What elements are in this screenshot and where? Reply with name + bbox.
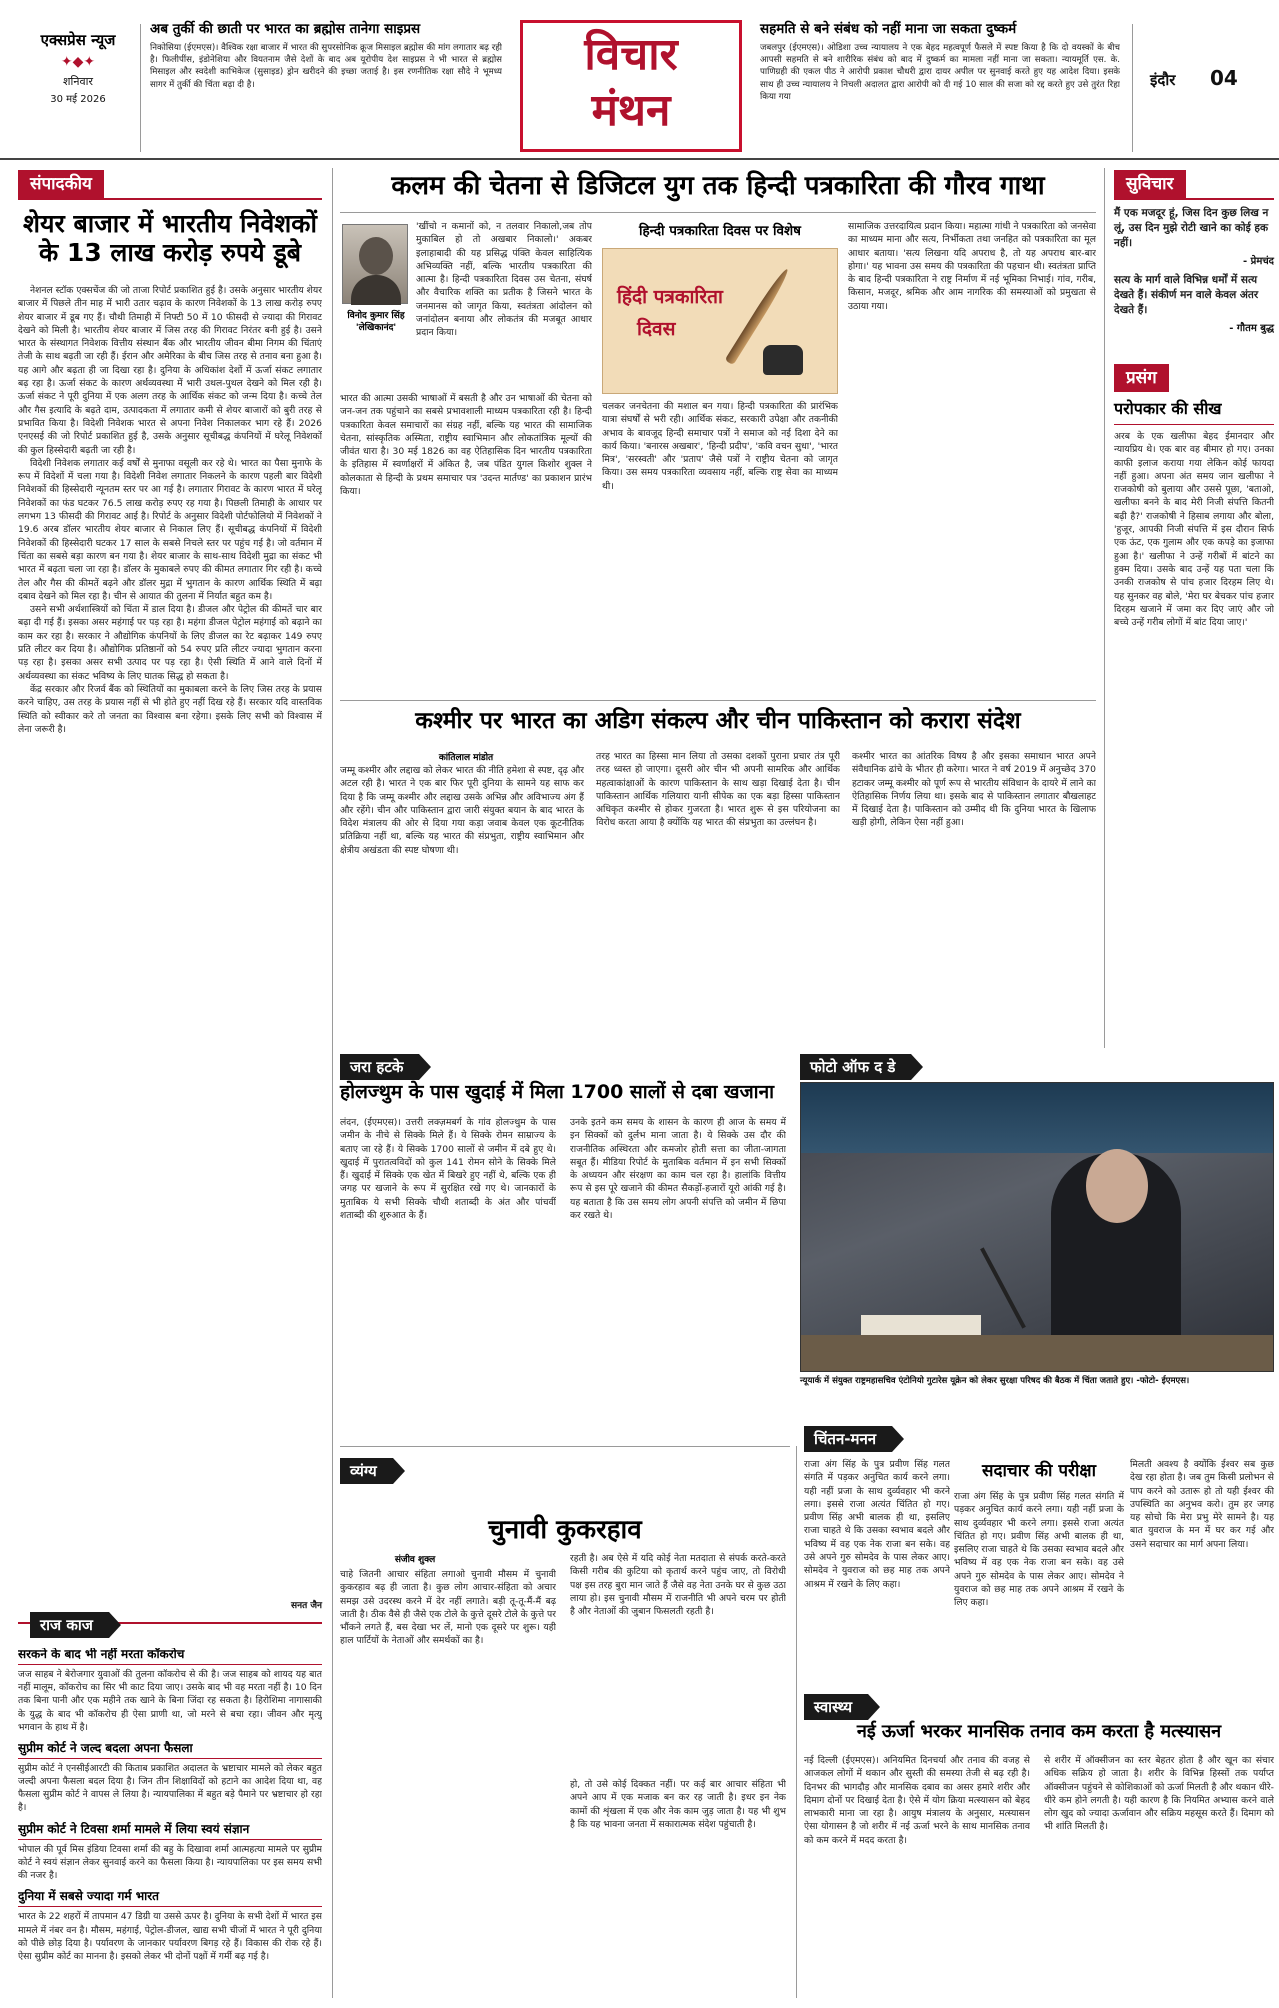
author-name: विनोद कुमार सिंह [347, 311, 405, 321]
vyangya-author: संजीव शुक्ल [394, 1555, 436, 1565]
lead-col-3: चलकर जनचेतना की मशाल बन गया। हिन्दी पत्रकारिता की प्रारंभिक यात्रा संघर्षों से भरी रही। आर्थिक संकट, सरकारी उपेक्षा और तकनीकी अभाव के बावजूद हिन्दी समाचार पत्रों ने समाज को नई दिशा देने का कार्य किया। 'बनारस अखबार', 'हिन्दी प्रदीप', 'कवि वचन सुधा', 'भारत मित्र', 'सरस्वती' और 'प्रताप' जैसे पत्रों ने राष्ट्रीय चेतना को जागृत किया। उस समय पत्रकारिता व्यवसाय नहीं, बल्कि राष्ट्र सेवा का माध्यम थी। [602, 401, 838, 492]
author-photo [342, 224, 408, 304]
quote-1-author: - प्रेमचंद [1243, 256, 1274, 267]
editorial-headline: शेयर बाजार में भारतीय निवेशकों के 13 लाख करोड़ रुपये डूबे [23, 209, 317, 267]
author-silhouette-icon [359, 237, 393, 275]
photo-caption: न्यूयार्क में संयुक्त राष्ट्रमहासचिव एंटोनियो गुटारेस यूक्रेन को लेकर सुरक्षा परिषद की बैठक में चिंता जताते हुए। -फोटो- ईएमएस। [800, 1376, 1190, 1386]
editorial-body [18, 284, 322, 1606]
suvichar-box [1114, 206, 1274, 354]
vyangya-article[interactable] [340, 1488, 790, 1998]
prasang-headline: परोपकार की सीख [1114, 399, 1222, 418]
raj-kaaj-item[interactable] [18, 1648, 322, 1734]
lead-image-title-1: हिंदी पत्रकारिता [617, 286, 723, 308]
teaser-right-body: जबलपुर (ईएमएस)। ओडिशा उच्च न्यायालय ने एक बेहद महत्वपूर्ण फैसले में स्पष्ट किया है कि दो वयस्कों के बीच आपसी सहमति से बने शारीरिक संबंध को बाद में दुष्कर्म का मामला नहीं माना जा सकता। न्यायमूर्ति एस. के. पाणिग्रही की एकल पीठ ने आरोपी प्रकाश चौधरी द्वारा दायर अपील पर सुनवाई करते हुए यह आदेश दिया। इसके साथ ही उच्च न्यायालय ने निचली अदालत द्वारा आरोपी को दी गई 10 साल की सजा को रद्द करते हुए उसे तुरंत रिहा किया गया [760, 42, 1120, 103]
chintan-article[interactable] [804, 1458, 1274, 1686]
raj-kaaj-item-body: भारत के 22 शहरों में तापमान 47 डिग्री या उससे ऊपर है। दुनिया के सभी देशों में भारत इस मामले में नंबर वन है। मौसम, महंगाई, पेट्रोल-डीजल, खाद्य सभी चीजों में भारत ने पूरी दुनिया को पीछे छोड़ दिया है। पर्यावरण के जानकार पर्यावरण बिगड़ रहे हैं। विकास की रोक रहे हैं। ऐसा सुप्रीम कोर्ट का मानना है। इसको लेकर भी दोनों पक्षों में गर्मी बढ़ गई है। [18, 1911, 322, 1963]
author-alias: 'लेखिकानंद' [355, 323, 397, 333]
vyangya-col-3: हो, तो उसे कोई दिक्कत नहीं। पर कई बार आचार संहिता भी अपने आप में एक मजाक बन कर रह जाती है। इधर इन नेक कामों की शृंखला में एक और नेक काम जुड़ जाता है। यह भी शुभ है कि यह भावना जनता में सकारात्मक संदेश पहुंचाती है। [570, 1779, 786, 1830]
raj-kaaj-item[interactable] [18, 1742, 322, 1815]
vyangya-headline: चुनावी कुकरहाव [488, 1515, 642, 1545]
kashmir-author: कांतिलाल मांडोत [438, 753, 494, 763]
editorial-label: संपादकीय [18, 170, 104, 198]
brand-name: एक्सप्रेस न्यूज [40, 31, 116, 49]
speaker-head [1086, 1149, 1148, 1223]
suvichar-label: सुविचार [1114, 170, 1186, 198]
page-number: 04 [1210, 66, 1238, 90]
kashmir-article[interactable] [340, 704, 1096, 1048]
raj-kaaj-item-headline: सुप्रीम कोर्ट ने जल्द बदला अपना फैसला [18, 1742, 322, 1759]
prasang-label: प्रसंग [1114, 364, 1169, 392]
raj-kaaj-item-body: सुप्रीम कोर्ट ने एनसीईआरटी की किताब प्रकाशित अदालत के भ्रष्टाचार मामले को लेकर बहुत जल्दी अपना फैसला बदल दिया है। जिन तीन शिक्षाविदों को हटाने का आदेश दिया था, वह फैसला सुप्रीम कोर्ट ने वापस ले लिया है। न्यायपालिका में बहुत बड़े पैमाने पर भ्रष्टाचार हो रहा है। [18, 1762, 322, 1814]
editorial-paragraph: विदेशी निवेशक लगातार कई वर्षों से मुनाफा वसूली कर रहे थे। भारत का पैसा मुनाफे के रूप में विदेशों में चला गया है। विदेशी निवेश लगातार निकलने के कारण पहली बार विदेशी निवेशकों की हिस्सेदारी न्यूनतम स्तर पर आ गई है। लगातार गिरावट के कारण भारत में घरेलू निवेशकों का फंड घटकर 76.5 लाख करोड़ रुपए रह गया है। पिछली तिमाही के आधार पर लगभग 13 फीसदी की गिरावट आई है। रिपोर्ट के अनुसार विदेशी पोर्टफोलियो में निवेशकों ने 19.6 अरब डॉलर भारतीय शेयर बाजार से निकाल लिए हैं। सूचीबद्ध कंपनियों में विदेशी निवेशकों की हिस्सेदारी घटकर 17 साल के सबसे निचले स्तर पर पहुंच गई है। जो वर्तमान में चिंता का सबसे बड़ा कारण बन गया है। शेयर बाजार के साथ-साथ विदेशी मुद्रा का संकट भी भारत में बढ़ता चला जा रहा है। डॉलर के मुकाबले रुपए की कीमत लगातार गिर रही है। कच्चे तेल और गैस की कीमतें बढ़ने और डॉलर मुद्रा में भुगतान के कारण आर्थिक स्थिति में बढ़ा दबाव देखने को मिल रहा है। चीन से आयात की तुलना में निर्यात बहुत कम है। [18, 457, 322, 602]
lead-col-2: भारत की आत्मा उसकी भाषाओं में बसती है और उन भाषाओं की चेतना को जन-जन तक पहुंचाने का सबसे प्रभावशाली माध्यम पत्रकारिता रही है। हिन्दी पत्रकारिता केवल समाचारों का संग्रह नहीं, बल्कि यह भारत की सामाजिक चेतना, सांस्कृतिक अस्मिता, राष्ट्रीय स्वाभिमान और लोकतांत्रिक मूल्यों की जीवंत धारा है। 30 मई 1826 का वह ऐतिहासिक दिन भारतीय पत्रकारिता के इतिहास में स्वर्णाक्षरों में अंकित है, जब पंडित युगल किशोर शुक्ल ने कोलकाता से हिन्दी के प्रथम समाचार पत्र 'उदन्त मार्तण्ड' का प्रकाशन प्रारंभ किया। [340, 393, 592, 498]
city-name: इंदौर [1150, 71, 1176, 89]
teaser-left-headline: अब तुर्की की छाती पर भारत का ब्रह्मोस तानेगा साइप्रस [150, 21, 421, 37]
microphone-icon [980, 1247, 1026, 1328]
editorial-paragraph: नेशनल स्टॉक एक्सचेंज की जो ताजा रिपोर्ट प्रकाशित हुई है। उसके अनुसार भारतीय शेयर बाजार में पिछले तीन माह में भारी उतार चढ़ाव के कारण निवेशकों के 13 लाख करोड़ रुपए शेयर बाजार में डूब गए हैं। चौथी तिमाही में निफ्टी 50 में 10 फीसदी से ज्यादा की गिरावट देखने को मिली है। भारतीय शेयर बाजार में जिस तरह की गिरावट निरंतर बनी हुई है। उसने भारत के संस्थागत निवेशक वित्तीय संस्थान बैंक और भारतीय जीवन बीमा निगम की चिंताएं तेजी के साथ बढ़ती जा रही हैं। ईरान और अमेरिका के बीच जिस तरह से तनाव बना हुआ है। यह आगे और बढ़ता ही जा दिखा रहा है। दुनिया के अधिकांश देशों में ऊर्जा संकट लगातार बढ़ रहा है। ऊर्जा संकट के कारण अर्थव्यवस्था में भारी उथल-पुथल देखने को मिल रही है। ऊर्जा संकट ने पूरी दुनिया में एक अलग तरह के आर्थिक संकट को जन्म दिया है। कच्चे तेल और गैस इत्यादि के बढ़ते दाम, उत्पादकता में लगातार कमी से शेयर बाजारों को बुरी तरह से प्रभावित किया है। विदेशी निवेशक भारत से अपना निवेश निकालकर भाग रहे हैं। 2026 एनएसई की जो रिपोर्ट प्रकाशित हुई है, उसके अनुसार सूचीबद्ध कंपनियों में घरेलू निवेशकों की कुल हिस्सेदारी बढ़ती जा रही है। [18, 285, 322, 456]
vyangya-col-2: रहती है। अब ऐसे में यदि कोई नेता मतदाता से संपर्क करते-करते किसी गरीब की कुटिया को कृतार्थ करने पहुंच जाए, तो विरोधी पक्ष इस तरह बुरा मान जाते हैं जैसे वह नेता उनके घर से कुछ उठा लाया हो। इस चुनावी मौसम में राजनीति भी अपने चरम पर होती है और नेताओं की जुबान फिसलती रहती है। [570, 1553, 786, 1618]
raj-kaaj-item[interactable] [18, 1823, 322, 1883]
chintan-headline: सदाचार की परीक्षा [982, 1461, 1096, 1481]
brand-ornament-icon: ✦◆✦ [60, 54, 96, 70]
jara-hatke-col-1: लंदन, (ईएमएस)। उत्तरी लक्ज़मबर्ग के गांव होलज्थुम के पास जमीन के नीचे से सिक्के मिले हैं। ये सिक्के रोमन साम्राज्य के बताए जा रहे हैं। ये सिक्के 1700 सालों से जमीन में दबे हुए थे। खुदाई में पुरातत्वविदों को कुल 141 रोमन सोने के सिक्के मिले हैं। खुदाई में सिक्के एक खेत में बिखरे हुए नहीं थे, बल्कि एक ही जगह पर खजाने के रूप में सुरक्षित रखे गए थे। जानकारों के मुताबिक ये सभी सिक्के चौथी शताब्दी के अंत और पांचवीं शताब्दी की शुरुआत के हैं। [340, 1117, 556, 1222]
photo-label: फोटो ऑफ द डे [800, 1054, 911, 1080]
section-title-line2: मंथन [591, 85, 671, 136]
quote-1: मैं एक मजदूर हूं, जिस दिन कुछ लिख न लूं, उस दिन मुझे रोटी खाने का कोई हक नहीं। [1114, 207, 1269, 249]
editorial-paragraph: केंद्र सरकार और रिजर्व बैंक को स्थितियों का मुकाबला करने के लिए जिस तरह के प्रयास करने चाहिए, उस तरह के प्रयास नहीं से भी होते हुए नहीं दिख रहे हैं। सरकार यदि वास्तविक स्थिति को स्वीकार करे तो जनता का विश्वास बना रहेगा। इसके लिए सभी को विश्वास में लेना जरूरी है। [18, 683, 322, 735]
issue-date: 30 मई 2026 [50, 94, 106, 105]
lead-image [602, 248, 838, 394]
raj-kaaj-list [18, 1648, 322, 1998]
raj-kaaj-item-headline: सरकने के बाद भी नहीं मरता कॉकरोच [18, 1648, 322, 1665]
lead-col-1: 'खींचो न कमानों को, न तलवार निकालो,जब तोप मुकाबिल हो तो अखबार निकालो।' अकबर इलाहाबादी की यह प्रसिद्ध पंक्ति केवल साहित्यिक अभिव्यक्ति नहीं, बल्कि भारतीय पत्रकारिता की आत्मा है। हिन्दी पत्रकारिता दिवस उस चेतना, संघर्ष और वैचारिक शक्ति का प्रतीक है जिसने भारत के जनमानस को जागृत किया, स्वतंत्रता आंदोलन को जनांदोलन बनाया और लोकतंत्र की मजबूत आधार प्रदान किया। [416, 221, 592, 339]
jara-hatke-article[interactable] [340, 1082, 790, 1442]
lead-kicker: हिन्दी पत्रकारिता दिवस पर विशेष [639, 223, 801, 239]
inkpot-icon [763, 345, 803, 375]
issue-day: शनिवार [63, 75, 93, 88]
raj-kaaj-item[interactable] [18, 1890, 322, 1963]
kashmir-col-2: तरह भारत का हिस्सा मान लिया तो उसका दशकों पुराना प्रचार तंत्र पूरी तरह ध्वस्त हो जाएगा। दूसरी ओर चीन भी अपनी सामरिक और आर्थिक महत्वाकांक्षाओं के कारण पाकिस्तान के साथ खड़ा दिखाई देता है। चीन पाकिस्तान आर्थिक गलियारा यानी सीपेक का एक बड़ा हिस्सा पाकिस्तान अधिकृत कश्मीर से होकर गुजरता है। भारत शुरू से इस परियोजना का विरोध करता आया है क्योंकि यह भारत की संप्रभुता का उल्लंघन है। [596, 751, 840, 829]
masthead [0, 0, 1279, 158]
editorial-paragraph: उसने सभी अर्थशास्त्रियों को चिंता में डाल दिया है। डीजल और पेट्रोल की कीमतें चार बार बढ़ा दी गई हैं। इसका असर महंगाई पर पड़ रहा है। महंगा डीजल पेट्रोल महंगाई को बढ़ाने का काम कर रहा है। सरकार ने औद्योगिक कंपनियों के लिए डीजल का रेट बढ़ाकर 149 रुपए प्रति लीटर कर दिया है। औद्योगिक प्रतिष्ठानों को 54 रुपए प्रति लीटर ज्यादा भुगतान करना पड़ रहा है। इसका असर सभी उत्पाद पर पड़ रहा है। ऐसी स्थिति में आने वाले दिनों में अर्थव्यवस्था का संकट भविष्य के लिए घातक सिद्ध हो सकता है। [18, 604, 322, 682]
swasthya-headline: नई ऊर्जा भरकर मानसिक तनाव कम करता है मत्स्यासन [856, 1721, 1222, 1742]
kashmir-col-1: जम्मू कश्मीर और लद्दाख को लेकर भारत की नीति हमेशा से स्पष्ट, दृढ़ और अटल रही है। भारत ने एक बार फिर पूरी दुनिया के सामने यह साफ कर दिया है कि जम्मू कश्मीर और लद्दाख उसके अभिन्न और अविभाज्य अंग हैं और रहेंगे। चीन और पाकिस्तान द्वारा जारी संयुक्त बयान के बाद भारत के विदेश मंत्रालय की ओर से दिया गया कड़ा जवाब केवल एक कूटनीतिक प्रतिक्रिया नहीं था, बल्कि यह भारत की संप्रभुता, राष्ट्रीय स्वाभिमान और क्षेत्रीय अखंडता की स्पष्ट घोषणा थी। [340, 765, 584, 856]
chintan-label: चिंतन-मनन [804, 1426, 892, 1452]
quote-2-author: - गौतम बुद्ध [1229, 323, 1274, 334]
teaser-left[interactable] [150, 22, 502, 152]
jara-hatke-col-2: उनके इतने कम समय के शासन के कारण ही आज के समय में इन सिक्कों को दुर्लभ माना जाता है। ये सिक्के उस दौर की राजनीतिक अस्थिरता और कमजोर होती सत्ता का जीता-जागता सबूत हैं। मीडिया रिपोर्ट के मुताबिक वर्तमान में इन सभी सिक्कों के अध्ययन और संरक्षण का काम चल रहा है। हालांकि वित्तीय रूप से इस पूरे खजाने की कीमत सैकड़ों-हजारों यूरो आंकी गई है। यह बताता है कि उस समय लोग अपनी संपत्ति को जमीन में छिपा कर रखते थे। [570, 1117, 786, 1222]
swasthya-col-1: नई दिल्ली (ईएमएस)। अनियमित दिनचर्या और तनाव की वजह से आजकल लोगों में थकान और सुस्ती की समस्या तेजी से बढ़ रही है। दिनभर की भागदौड़ और मानसिक दबाव का असर हमारे शरीर और दिमाग दोनों पर दिखाई देता है। ऐसे में योग क्रिया मत्स्यासन को बेहद लाभकारी माना जा रहा है। आयुष मंत्रालय के अनुसार, मत्स्यासन ऐसा योगासन है जो शरीर में नई ऊर्जा भरने के साथ मानसिक तनाव को कम करने में मदद करता है। [804, 1755, 1030, 1846]
lead-image-title-2: दिवस [637, 318, 676, 340]
vyangya-label: व्यंग्य [340, 1458, 393, 1484]
teaser-right[interactable] [760, 22, 1120, 152]
jara-hatke-label: जरा हटके [340, 1054, 419, 1080]
lead-article[interactable] [340, 166, 1096, 694]
raj-kaaj-item-headline: दुनिया में सबसे ज्यादा गर्म भारत [18, 1890, 322, 1907]
jara-hatke-headline: होलज्थुम के पास खुदाई में मिला 1700 सालों से दबा खजाना [340, 1081, 775, 1103]
teaser-left-body: निकोसिया (ईएमएस)। वैश्विक रक्षा बाजार में भारत की सुपरसोनिक क्रूज मिसाइल ब्रह्मोस की मांग लगातार बढ़ रही है। फिलीपींस, इंडोनेशिया और वियतनाम जैसे देशों के बाद अब यूरोपीय देश साइप्रस ने भी भारत से ब्रह्मोस मिसाइल और स्वदेशी काभिकेज (सुसाइड) ड्रोन खरीदने की इच्छा जताई है। इस रणनीतिक रक्षा सौदे ने भूमध्य सागर में तुर्की की चिंता बढ़ा दी है। [150, 42, 502, 90]
raj-kaaj-item-body: भोपाल की पूर्व मिस इंडिया टिवसा शर्मा की बहु के दिखावा शर्मा आत्महत्या मामले पर सुप्रीम कोर्ट ने स्वयं संज्ञान लेकर सुनवाई करने का फैसला किया है। न्यायपालिका पर इस समय सभी की नजर है। [18, 1843, 322, 1882]
brand-box [22, 30, 134, 150]
teaser-right-headline: सहमति से बने संबंध को नहीं माना जा सकता दुष्कर्म [760, 21, 1017, 37]
section-title-line1: विचार [584, 29, 678, 80]
raj-kaaj-item-body: जज साहब ने बेरोजगार युवाओं की तुलना कॉकरोच से की है। जज साहब को शायद यह बात नहीं मालूम, कॉकरोच का सिर भी काट दिया जाए। उसके बाद भी वह मरता नहीं है। 10 दिन तक बिना पानी और एक महीने तक खाने के बिना जिंदा रह सकता है। हिरोशिमा नागासाकी के युद्ध के बाद भी कॉकरोच ही ऐसा प्राणी था, जो मरने से बचा रहा। जीवन और मृत्यु भगवान के हाथ में है। [18, 1668, 322, 1733]
chintan-col-1b: राजा अंग सिंह के पुत्र प्रवीण सिंह गलत संगति में पड़कर अनुचित कार्य करने लगा। यही नहीं प्रजा के साथ दुर्व्यवहार भी करने लगा। इससे राजा अत्यंत चिंतित हो गए। प्रवीण सिंह अभी बालक ही था, इसलिए राजा चाहते थे कि उसका स्वभाव बदले और भविष्य में वह एक नेक राजा बन सके। वह उसे अपने गुरु सोमदेव के पास लेकर आए। सोमदेव ने युवराज को छह माह तक अपने आश्रम में रखने के लिए कहा। [954, 1491, 1124, 1609]
kashmir-col-3: कश्मीर भारत का आंतरिक विषय है और इसका समाधान भारत अपने संवैधानिक ढांचे के भीतर ही करेगा। भारत ने वर्ष 2019 में अनुच्छेद 370 हटाकर जम्मू कश्मीर को पूर्ण रूप से भारतीय संविधान के दायरे में लाने का ऐतिहासिक निर्णय लिया था। इसके बाद से पाकिस्तान लगातार बौखलाहट में दिखाई देता है। पाकिस्तान को उम्मीद थी कि दुनिया भारत के खिलाफ खड़ी होगी, लेकिन ऐसा नहीं हुआ। [852, 751, 1096, 829]
raj-kaaj-label: राज काज [30, 1612, 109, 1638]
photo-of-the-day[interactable] [800, 1082, 1274, 1372]
prasang-body: अरब के एक खलीफा बेहद ईमानदार और न्यायप्रिय थे। एक बार वह बीमार हो गए। उनका काफी इलाज कराया गया लेकिन कोई फायदा नहीं हुआ। अपना अंत समय जान खलीफा ने राजकोषी को बुलाया और उससे पूछा, 'बताओ, खलीफा बनने के बाद मेरी निजी संपत्ति कितनी बढ़ी है?' राजकोषी ने हिसाब लगाया और बोला, 'हुजूर, आपकी निजी संपत्ति में इस दौरान सिर्फ एक ऊंट, एक गुलाम और एक कपड़े का इजाफा हुआ है।' खलीफा ने उन्हें गरीबों में बांटने का हुक्म दिया। उसके बाद उन्हें यह पता चला कि उनकी राजकोष से पांच हजार दिरहम लिए थे। यह सुनकर वह बोले, 'मेरा घर बेचकर पांच हजार दिरहम खजाने में जमा कर दिए जाएं और जो बच्चे उन्हें गरीब लोगों में बांट दिया जाए।' [1114, 431, 1274, 629]
chintan-col-1: राजा अंग सिंह के पुत्र प्रवीण सिंह गलत संगति में पड़कर अनुचित कार्य करने लगा। यही नहीं प्रजा के साथ दुर्व्यवहार भी करने लगा। इससे राजा अत्यंत चिंतित हो गए। प्रवीण सिंह अभी बालक ही था, इसलिए राजा चाहते थे कि उसका स्वभाव बदले और भविष्य में वह एक नेक राजा बन सके। वह उसे अपने गुरु सोमदेव के पास लेकर आए। सोमदेव ने युवराज को छह माह तक अपने आश्रम में रखने के लिए कहा। [804, 1459, 950, 1590]
swasthya-col-2: से शरीर में ऑक्सीजन का स्तर बेहतर होता है और खून का संचार अधिक सक्रिय हो जाता है। शरीर के विभिन्न हिस्सों तक पर्याप्त ऑक्सीजन पहुंचने से कोशिकाओं को ऊर्जा मिलती है और थकान धीरे-धीरे कम होने लगती है। यही कारण है कि नियमित अभ्यास करने वाले लोग खुद को ज्यादा ऊर्जावान और सक्रिय महसूस करते हैं। दिमाग को भी शांति मिलती है। [1044, 1755, 1274, 1833]
lead-headline: कलम की चेतना से डिजिटल युग तक हिन्दी पत्रकारिता की गौरव गाथा [391, 171, 1045, 201]
vyangya-col-1: चाहे जितनी आचार संहिता लगाओ चुनावी मौसम में चुनावी कुकरहाव बढ़ ही जाता है। कुछ लोग आचार-संहिता को अचार समझ उसे उदरस्थ करने में देर नहीं लगाते। बड़ी तू-तू-मैं-मैं बढ़ जाती है। ठीक वैसे ही जैसे एक टोले के कुत्ते दूसरे टोले के कुत्ते पर भौंकने लगते हैं, बस देखा भर लें, मानो एक दूसरे पर शुरू। यही हाल पार्टियों के नेताओं और समर्थकों का है। [340, 1569, 556, 1647]
editorial-author: सनत जैन [290, 1601, 322, 1611]
chintan-col-2: मिलती अवश्य है क्योंकि ईश्वर सब कुछ देख रहा होता है। जब तुम किसी प्रलोभन से पाप करने को उतारू हो तो यही ईश्वर की उपस्थिति का अनुभव करो। तुम हर जगह यह सोचो कि मेरा प्रभु मेरे सामने है। यह बात युवराज के मन में घर कर गई और उसने सदाचार का मार्ग अपना लिया। [1130, 1459, 1274, 1550]
kashmir-headline: कश्मीर पर भारत का अडिग संकल्प और चीन पाकिस्तान को करारा संदेश [415, 708, 1021, 734]
swasthya-article[interactable] [804, 1722, 1274, 1998]
section-title-box [520, 20, 742, 152]
swasthya-label: स्वास्थ्य [804, 1694, 868, 1720]
lead-col-4: सामाजिक उत्तरदायित्व प्रदान किया। महात्मा गांधी ने पत्रकारिता को जनसेवा का माध्यम माना और सत्य, निर्भीकता तथा जनहित को पत्रकारिता का मूल आधार बताया। 'सत्य लिखना यदि अपराध है, तो यह अपराध बार-बार होगा।' यह भावना उस समय की पत्रकारिता की पहचान थी। स्वतंत्रता प्राप्ति के बाद हिन्दी पत्रकारिता ने राष्ट्र निर्माण में नई भूमिका निभाई। गांव, गरीब, किसान, मजदूर, श्रमिक और आम नागरिक की समस्याओं को प्रमुखता से उठाया गया। [848, 221, 1096, 312]
quote-2: सत्य के मार्ग वाले विभिन्न धर्मों में सत्य देखते हैं। संकीर्ण मन वाले केवल अंतर देखते हैं। [1114, 274, 1259, 316]
raj-kaaj-item-headline: सुप्रीम कोर्ट ने टिवसा शर्मा मामले में लिया स्वयं संज्ञान [18, 1823, 322, 1840]
